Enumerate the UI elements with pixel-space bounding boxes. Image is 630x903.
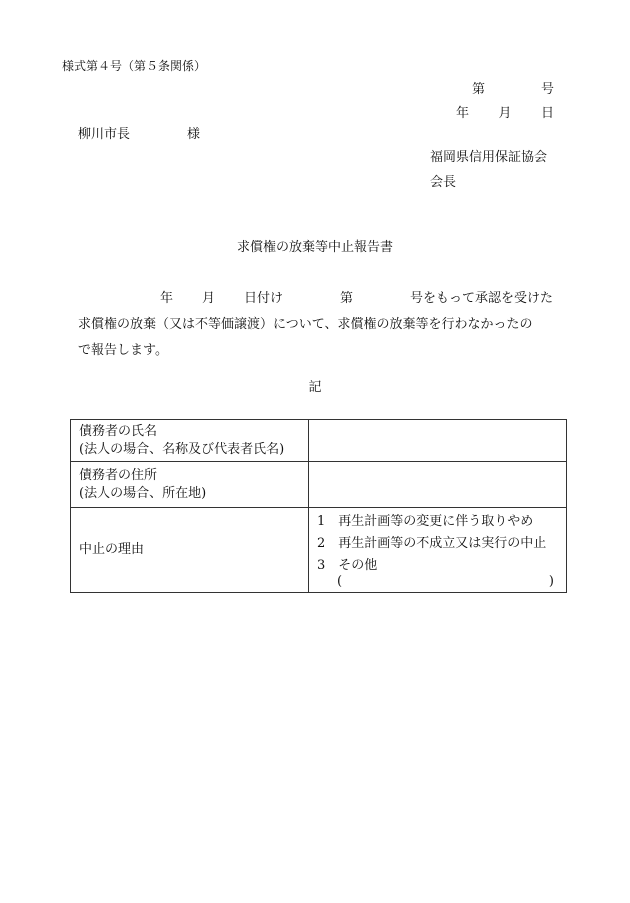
paren-open: ( bbox=[337, 573, 343, 589]
reason-option-2[interactable]: 2 再生計画等の不成立又は実行の中止 bbox=[317, 535, 547, 551]
addressee-honorific: 様 bbox=[186, 127, 200, 142]
addressee bbox=[78, 127, 200, 143]
body-line-1 bbox=[78, 286, 562, 312]
debtor-address-field[interactable] bbox=[309, 462, 567, 508]
addressee-name: 柳川市長 bbox=[78, 127, 131, 142]
reason-option-1[interactable]: 1 再生計画等の変更に伴う取りやめ bbox=[317, 513, 534, 529]
number-dai: 第 bbox=[472, 82, 486, 97]
table-row bbox=[71, 420, 567, 462]
debtor-address-label-line2: (法人の場合、所在地) bbox=[79, 485, 207, 501]
body-line-3: で報告します。 bbox=[78, 343, 168, 358]
date-day: 日 bbox=[540, 106, 554, 121]
debtor-name-label-line2: (法人の場合、名称及び代表者氏名) bbox=[79, 441, 285, 457]
debtor-name-label bbox=[71, 420, 309, 462]
number-gou: 号 bbox=[540, 82, 554, 97]
body-line-2: 求償権の放棄（又は不等価譲渡）について、求償権の放棄等を行わなかったの bbox=[78, 317, 533, 332]
reason-options bbox=[309, 508, 567, 593]
date-month: 月 bbox=[498, 106, 512, 121]
paren-close: ) bbox=[548, 573, 554, 589]
debtor-address-label-line1: 債務者の住所 bbox=[79, 467, 158, 483]
debtor-name-label-line1: 債務者の氏名 bbox=[79, 423, 158, 439]
form-number: 様式第４号（第５条関係） bbox=[62, 59, 207, 73]
reason-label: 中止の理由 bbox=[71, 508, 309, 593]
document-title: 求償権の放棄等中止報告書 bbox=[236, 240, 393, 255]
date-year: 年 bbox=[456, 106, 470, 121]
issuer-organization: 福岡県信用保証協会 bbox=[430, 150, 548, 165]
body-date-suffix: 日付け bbox=[244, 291, 284, 306]
table-row bbox=[71, 508, 567, 593]
date-line bbox=[456, 106, 554, 122]
debtor-address-label bbox=[71, 462, 309, 508]
other-reason-field[interactable] bbox=[317, 574, 558, 590]
details-table bbox=[70, 419, 567, 593]
table-row bbox=[71, 462, 567, 508]
body-year: 年 bbox=[160, 291, 174, 306]
body-month: 月 bbox=[202, 291, 216, 306]
document-number-line bbox=[472, 82, 554, 98]
reason-option-3[interactable]: 3 その他 bbox=[317, 557, 378, 573]
body-dai: 第 bbox=[340, 291, 354, 306]
debtor-name-field[interactable] bbox=[309, 420, 567, 462]
ki-heading: 記 bbox=[308, 380, 322, 395]
body-line1-end: 号をもって承認を受けた bbox=[410, 291, 554, 306]
issuer-title: 会長 bbox=[430, 175, 457, 190]
body-text bbox=[78, 286, 562, 364]
